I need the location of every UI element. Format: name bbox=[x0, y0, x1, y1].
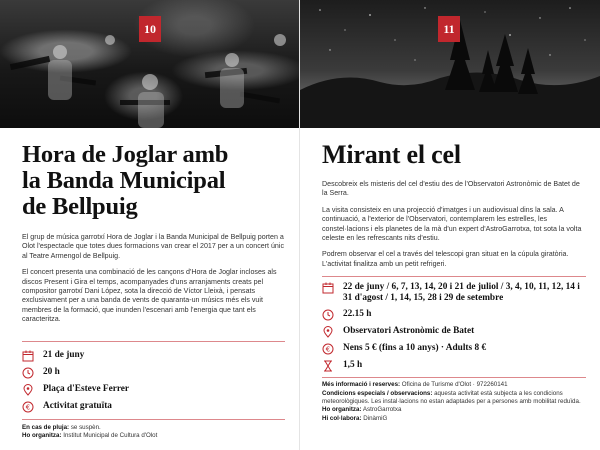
concert-band-photo bbox=[0, 0, 299, 128]
divider bbox=[322, 377, 586, 378]
footer-label: Ho organitza: bbox=[22, 432, 62, 440]
description-paragraph: Podrem observar el cel a través del telescopi gran situat en la cúpula giratòria. L'activitat finalitza amb un petit refrigeri. bbox=[322, 250, 569, 268]
detail-price bbox=[22, 401, 289, 413]
footer-value: Oficina de Turisme d'Olot · 972260141 bbox=[400, 381, 508, 389]
event-details bbox=[322, 282, 590, 372]
detail-text: 1,5 h bbox=[343, 360, 363, 371]
svg-text:€: € bbox=[25, 402, 31, 411]
event-page-11 bbox=[300, 0, 600, 450]
event-description bbox=[322, 180, 586, 269]
footer-line bbox=[322, 406, 588, 414]
detail-text: 22.15 h bbox=[343, 309, 372, 320]
event-footer bbox=[322, 381, 588, 423]
footer-line bbox=[322, 381, 588, 389]
hourglass-icon bbox=[322, 360, 334, 372]
euro-icon bbox=[22, 401, 34, 413]
footer-label: Més informació i reserves: bbox=[322, 381, 401, 389]
footer-label: Ho organitza: bbox=[322, 406, 362, 414]
event-title bbox=[300, 142, 600, 168]
event-details bbox=[22, 350, 289, 413]
svg-text:€: € bbox=[325, 345, 331, 354]
divider bbox=[22, 419, 285, 420]
detail-duration bbox=[322, 360, 590, 372]
detail-text: 22 de juny / 6, 7, 13, 14, 20 i 21 de juliol / 3, 4, 10, 11, 12, 14 i 31 d'agost / 1, 14, 15, 28 i 29 de setembre bbox=[343, 282, 580, 304]
location-pin-icon bbox=[22, 384, 34, 396]
description-paragraph: La visita consisteix en una projecció d'imatges i un audiovisual dins la sala. A continuació, a l'exterior de l'Observatori, contemplarem les estrelles, les constel·lacions i els planetes de la mà d'un expert d'AstroGarrotxa, tot sota la volta celeste en les refrescants nits d'estiu. bbox=[322, 205, 582, 243]
title-line: la Banda Municipal bbox=[22, 167, 226, 194]
title-line: Hora de Joglar amb bbox=[22, 141, 229, 168]
event-number-badge: 10 bbox=[139, 16, 161, 42]
euro-icon bbox=[322, 343, 334, 355]
calendar-icon bbox=[322, 282, 334, 294]
detail-text: Nens 5 € (fins a 10 anys) · Adults 8 € bbox=[343, 343, 487, 354]
night-sky-photo bbox=[300, 0, 600, 128]
detail-text: Observatori Astronòmic de Batet bbox=[343, 326, 475, 337]
footer-line bbox=[22, 424, 289, 432]
detail-text: 20 h bbox=[43, 366, 60, 377]
footer-value: AstroGarrotxa bbox=[361, 406, 402, 414]
title-line: Mirant el cel bbox=[322, 140, 461, 169]
footer-line bbox=[322, 415, 588, 423]
detail-place bbox=[322, 326, 590, 338]
clock-icon bbox=[22, 367, 34, 379]
footer-label: Condicions especials / observacions: bbox=[322, 389, 433, 397]
event-footer bbox=[22, 424, 289, 441]
location-pin-icon bbox=[322, 326, 334, 338]
detail-time bbox=[22, 367, 289, 379]
title-line: de Bellpuig bbox=[22, 193, 138, 220]
description-paragraph: Descobreix els misteris del cel d'estiu des de l'Observatori Astronòmic de Batet de la Serra. bbox=[322, 180, 580, 198]
calendar-icon bbox=[22, 350, 34, 362]
divider bbox=[322, 276, 586, 277]
clock-icon bbox=[322, 309, 334, 321]
footer-line bbox=[22, 432, 289, 440]
footer-value: se suspèn. bbox=[69, 423, 101, 431]
description-paragraph: El grup de música garrotxí Hora de Joglar i la Banda Municipal de Bellpuig porten a Olot l'espectacle que totes dues formacions van crear el 2017 per a un concert únic al Teatre Armengol de Bellpuig. bbox=[22, 233, 285, 260]
detail-time bbox=[322, 309, 590, 321]
footer-value: DinàmiG bbox=[361, 414, 388, 422]
footer-label: Hi col·labora: bbox=[322, 414, 362, 422]
detail-text: 21 de juny bbox=[43, 349, 85, 360]
detail-text: Plaça d'Esteve Ferrer bbox=[43, 383, 130, 394]
footer-value: aquesta activitat està subjecta a les condicions meteorològiques. Les instal·lacions no estan adaptades per a persones amb mobilitat reduïda. bbox=[322, 389, 581, 406]
footer-line bbox=[322, 390, 588, 407]
footer-value: Institut Municipal de Cultura d'Olot bbox=[61, 432, 158, 440]
detail-date bbox=[322, 282, 590, 304]
detail-place bbox=[22, 384, 289, 396]
footer-label: En cas de pluja: bbox=[22, 423, 70, 431]
detail-price bbox=[322, 343, 590, 355]
event-number-badge: 11 bbox=[438, 16, 460, 42]
detail-date bbox=[22, 350, 289, 362]
event-description bbox=[22, 233, 289, 325]
divider bbox=[22, 341, 285, 342]
description-paragraph: El concert presenta una combinació de les cançons d'Hora de Joglar incloses als discos Present i Gira el temps, acompanyades d'uns arranjaments creats pel compositor garrotxí Dani López, sota la direcció de Víctor Lleixà, i pensats exclusivament per a una banda de vents de quaranta-un músics més els vuit membres de la formació, que inunden l'escenari amb l'energia que tant els caracteritza. bbox=[22, 268, 277, 324]
event-title bbox=[0, 142, 299, 220]
detail-text: Activitat gratuïta bbox=[43, 400, 112, 411]
